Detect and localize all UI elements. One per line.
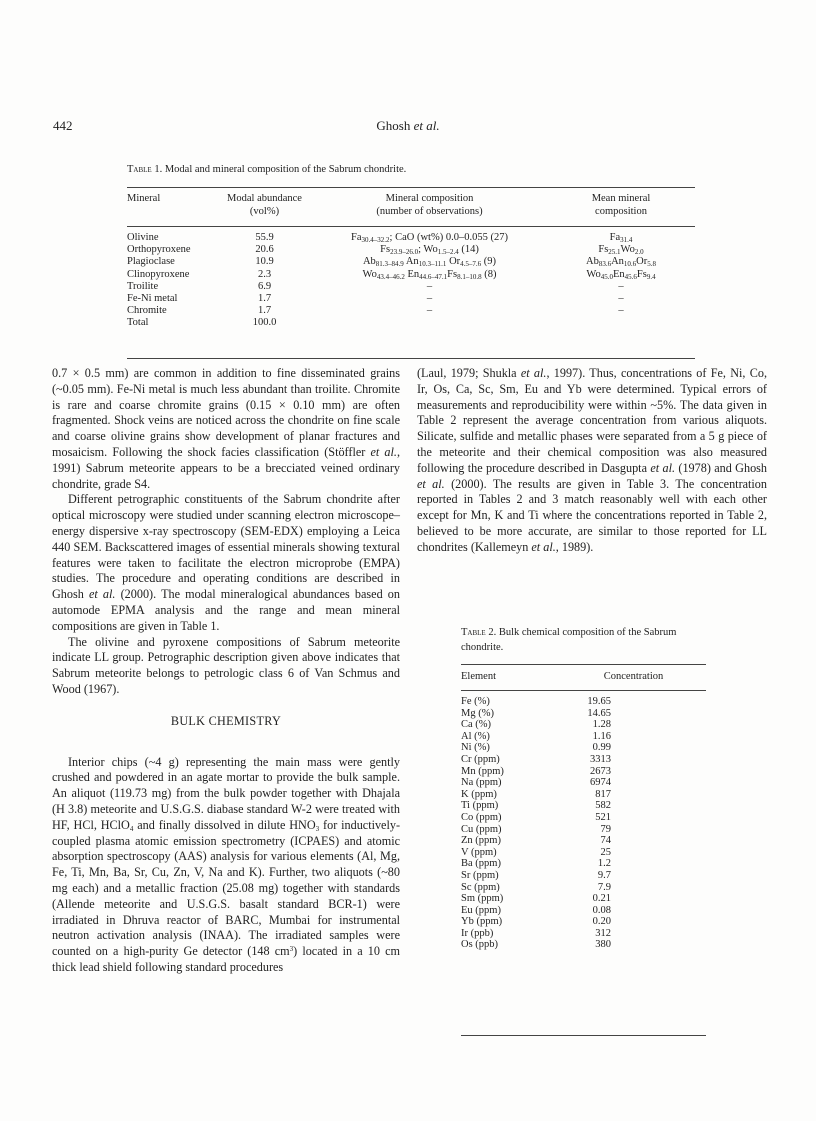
table2-row <box>461 905 706 917</box>
section-heading-bulk-chemistry: BULK CHEMISTRY <box>170 713 282 728</box>
left-column <box>52 366 400 976</box>
table2-row <box>461 708 706 720</box>
table1-cell-composition: $Fa_{30.4-32.2}$; CaO (wt%) 0.0–0.055 (27) <box>351 232 508 244</box>
table2-cell-element: Ba (ppm) <box>461 858 501 870</box>
table1-row <box>127 232 695 244</box>
table2-row <box>461 870 706 882</box>
table2-row <box>461 777 706 789</box>
table2 <box>461 670 706 951</box>
running-title <box>0 118 816 134</box>
table1-cell-mineral: Orthopyroxene <box>127 244 191 256</box>
table1-row <box>127 293 695 305</box>
table2-cell-concentration: 74 <box>600 835 611 847</box>
table1-cell-mineral: Total <box>127 317 149 329</box>
table2-row <box>461 800 706 812</box>
table2-cell-element: Al (%) <box>461 730 490 742</box>
table2-cell-element: Os (ppb) <box>461 939 499 951</box>
table2-cell-concentration: 25 <box>600 846 611 858</box>
table2-cell-element: Sr (ppm) <box>461 869 499 881</box>
table2-row <box>461 939 706 951</box>
table2-row <box>461 719 706 731</box>
paragraph: Interior chips (~4 g) representing the main mass were gently crushed and powdered in an agate mortar to provide the bulk sample. An aliquot (119.73 mg) from the bulk powder together with Dhajala (H 3.8) meteorite and U.S.G.S. diabase standard W-2 were treated with HF, HCl, HClO$_4$ and finally dissolved in dilute $HNO_3$ for inductively-coupled plasma atomic emission spectrometry (ICPAES) and atomic absorption spectroscopy (AAS) analysis for various elements (Al, Mg, Fe, Ti, Mn, Ba, Sr, Cu, Zn, V, Na and K). Further, two aliquots (~80 mg each) and a metallic fraction (25.08 mg) together with standards (Allende meteorite and U.S.G.S. basalt standard BCR-1) were irradiated in Dhruva reactor of BARC, Mumbai for instrumental neutron activation analysis (INAA). The irradiated samples were counted on a high-purity Ge detector (148 $cm^3$) located in a 10 cm thick lead shield following standard procedures <box>52 754 401 974</box>
table2-cell-concentration: 79 <box>600 823 611 835</box>
paragraph: 0.7 × 0.5 mm) are common in addition to fine disseminated grains (~0.05 mm). Fe-Ni metal is much less abundant than troilite. Chromite is rare and coarse chromite grains (0.15 × 0.10 mm) are often fragmented. Shock veins are noticed across the chondrite on fine scale and coarse olivine grains show development of planar fractures and mosaicism. Following the shock facies classification (Stöffler et al., 1991) Sabrum meteorite appears to be a brecciated veined ordinary chondrite, grade S4. <box>52 366 400 491</box>
table2-cell-concentration: 6974 <box>590 777 611 789</box>
table1-cell-composition: $Wo_{43.4-46.2}$ $En_{44.6-47.1}Fs_{8.1-10.8}$ (8) <box>362 268 497 281</box>
table1-header-mineral: Mineral <box>127 193 161 204</box>
table1-cell-mean: $Wo_{45.0}En_{45.6}Fs_{9.4}$ <box>586 268 656 281</box>
table2-cell-element: Eu (ppm) <box>461 904 501 916</box>
table1-row <box>127 269 695 281</box>
table2-cell-element: Sm (ppm) <box>461 893 504 905</box>
table1-cell-mineral: Plagioclase <box>127 256 175 268</box>
table2-cell-element: Cu (ppm) <box>461 823 502 835</box>
table2-cell-concentration: 19.65 <box>587 696 611 707</box>
table1-header-row <box>127 192 695 226</box>
table1-caption <box>127 164 406 175</box>
table1-cell-mean: $Fs_{25.1}Wo_{2.0}$ <box>598 244 644 257</box>
table1-bottom-rule <box>127 358 695 359</box>
table1-header-mean: Mean mineral composition <box>591 193 651 217</box>
table2-row <box>461 847 706 859</box>
table2-row <box>461 742 706 754</box>
table1-cell-modal: 2.3 <box>257 268 272 280</box>
table1-cell-mean <box>547 317 695 329</box>
table2-cell-concentration: 0.08 <box>592 904 611 916</box>
table1-cell-mineral: Chromite <box>127 305 167 317</box>
table2-cell-element: Fe (%) <box>461 696 490 707</box>
table2-cell-concentration: 0.99 <box>592 742 611 754</box>
table1-cell-modal: 1.7 <box>257 305 272 317</box>
table1-row <box>127 244 695 256</box>
table2-cell-concentration: 2673 <box>590 765 611 777</box>
table1-cell-modal: 10.9 <box>255 256 274 268</box>
table2-cell-element: Sc (ppm) <box>461 881 500 893</box>
table2-cell-concentration: 9.7 <box>597 869 611 881</box>
table2-bottom-rule <box>461 1035 706 1036</box>
table2-cell-element: Ti (ppm) <box>461 800 499 812</box>
table2-row <box>461 766 706 778</box>
table2-row <box>461 696 706 708</box>
right-column <box>417 366 767 556</box>
table2-row <box>461 893 706 905</box>
table1 <box>127 192 695 330</box>
table1-cell-mineral: Olivine <box>127 232 159 243</box>
table2-cell-concentration: 14.65 <box>587 707 611 719</box>
table2-cell-concentration: 3313 <box>590 753 611 765</box>
table1-cell-modal: 20.6 <box>255 244 274 256</box>
table2-row <box>461 789 706 801</box>
page-number: 442 <box>53 118 73 133</box>
table2-cell-element: Ni (%) <box>461 742 490 754</box>
table2-cell-element: Yb (ppm) <box>461 916 503 928</box>
table2-cell-element: Cr (ppm) <box>461 753 500 765</box>
table1-cell-mineral: Clinopyroxene <box>127 268 190 280</box>
table2-cell-element: Ir (ppb) <box>461 927 494 939</box>
table1-cell-composition: – <box>426 280 433 292</box>
table2-cell-concentration: 380 <box>595 939 611 951</box>
table1-cell-mean: $Fa_{31.4}$ <box>609 232 633 244</box>
table1-cell-mean: – <box>618 305 624 317</box>
table2-header-element: Element <box>461 671 496 682</box>
table2-cell-concentration: 0.20 <box>592 916 611 928</box>
table1-cell-composition: – <box>426 293 433 305</box>
table2-cell-concentration: 582 <box>595 800 611 812</box>
table1-cell-composition: $Ab_{81.3-84.9}$ $An_{10.3-11.1}$ $Or_{4.5-7.6}$ (9) <box>362 256 497 269</box>
table1-cell-mineral: Troilite <box>127 280 159 292</box>
table1-caption-text: 1. Modal and mineral composition of the Sabrum chondrite. <box>151 164 407 175</box>
table1-cell-mean: – <box>618 280 624 292</box>
table2-cell-concentration: 312 <box>595 927 611 939</box>
paragraph: Different petrographic constituents of the Sabrum chondrite after optical microscopy were studied under scanning electron microscope–energy dispersive x-ray spectroscopy (SEM-EDX) employing a Leica 440 SEM. Backscattered images of essential minerals showing textural features were taken to facilitate the electron microprobe (EMPA) studies. The procedure and operating conditions are described in Ghosh et al. (2000). The modal mineralogical abundances based on automode EPMA analysis and the range and mean mineral compositions are given in Table 1. <box>52 492 400 633</box>
table1-row <box>127 281 695 293</box>
table1-top-rule <box>127 187 695 188</box>
paragraph: The olivine and pyroxene compositions of Sabrum meteorite indicate LL group. Petrographic description given above indicates that Sabrum meteorite belongs to petrologic class 6 of Van Schmus and Wood (1967). <box>52 634 400 696</box>
table2-row <box>461 928 706 940</box>
table1-cell-composition: $Fs_{23.9-26.0}$; $Wo_{1.5-2.4}$ (14) <box>380 244 479 257</box>
table1-row <box>127 305 695 317</box>
table2-top-rule <box>461 664 706 665</box>
table1-cell-modal: 1.7 <box>257 293 272 305</box>
table2-row <box>461 754 706 766</box>
running-title-et-al: et al. <box>413 118 440 133</box>
table1-header-composition: Mineral composition (number of observations) <box>376 193 483 217</box>
table2-cell-concentration: 7.9 <box>597 881 611 893</box>
table1-row <box>127 256 695 268</box>
table2-cell-element: V (ppm) <box>461 846 497 858</box>
table2-cell-concentration: 0.21 <box>592 893 611 905</box>
table2-cell-element: Co (ppm) <box>461 811 502 823</box>
paragraph: (Laul, 1979; Shukla et al., 1997). Thus, concentrations of Fe, Ni, Co, Ir, Os, Ca, Sc, Sm, Eu and Yb were determined. Typical errors of measurements and reproducibility were within ~5%. The data given in Table 2 represent the average concentration from various aliquots. Silicate, sulfide and metallic phases were separated from a 5 g piece of the meteorite and their chemical composition was also measured following the procedure described in Dasgupta et al. (1978) and Ghosh et al. (2000). The results are given in Table 3. The concentration reported in Tables 2 and 3 match reasonably well with each other except for Mn, K and Ti where the concentrations reported in Table 2, believed to be more accurate, are similar to those reported for LL chondrites (Kallemeyn et al., 1989). <box>417 366 768 554</box>
running-title-authors: Ghosh <box>376 118 411 133</box>
table2-row <box>461 812 706 824</box>
table2-cell-element: Mn (ppm) <box>461 765 504 777</box>
table2-cell-concentration: 1.16 <box>592 730 611 742</box>
table2-label: Table <box>461 627 486 638</box>
table1-cell-mineral: Fe-Ni metal <box>127 293 178 305</box>
table2-cell-concentration: 1.28 <box>592 719 611 731</box>
table2-caption-text: 2. Bulk chemical composition of the Sabrum chondrite. <box>461 627 677 653</box>
table2-cell-element: Na (ppm) <box>461 777 502 789</box>
table1-cell-mean: – <box>618 293 624 305</box>
table2-header-concentration: Concentration <box>603 671 664 682</box>
table2-cell-concentration: 817 <box>595 788 611 800</box>
table1-cell-composition <box>312 317 547 329</box>
table2-cell-element: Ca (%) <box>461 719 492 731</box>
table1-row <box>127 317 695 329</box>
table2-row <box>461 731 706 743</box>
table2-cell-concentration: 521 <box>595 811 611 823</box>
table2-row <box>461 882 706 894</box>
table2-row <box>461 916 706 928</box>
table2-row <box>461 858 706 870</box>
table2-row <box>461 835 706 847</box>
table1-cell-modal: 100.0 <box>252 317 277 329</box>
table1-cell-modal: 55.9 <box>255 232 274 243</box>
table2-cell-concentration: 1.2 <box>597 858 611 870</box>
table2-row <box>461 824 706 836</box>
table1-cell-modal: 6.9 <box>257 280 272 292</box>
table2-cell-element: K (ppm) <box>461 788 497 800</box>
table2-cell-element: Mg (%) <box>461 707 494 719</box>
table1-cell-composition: – <box>426 305 433 317</box>
table1-label: Table <box>127 164 152 175</box>
table1-header-modal: Modal abundance (vol%) <box>227 193 302 217</box>
table2-cell-element: Zn (ppm) <box>461 835 501 847</box>
table2-header-row <box>461 670 706 686</box>
table2-caption <box>461 625 706 655</box>
table1-cell-mean: $Ab_{83.6}An_{10.6}Or_{5.8}$ <box>585 256 657 269</box>
